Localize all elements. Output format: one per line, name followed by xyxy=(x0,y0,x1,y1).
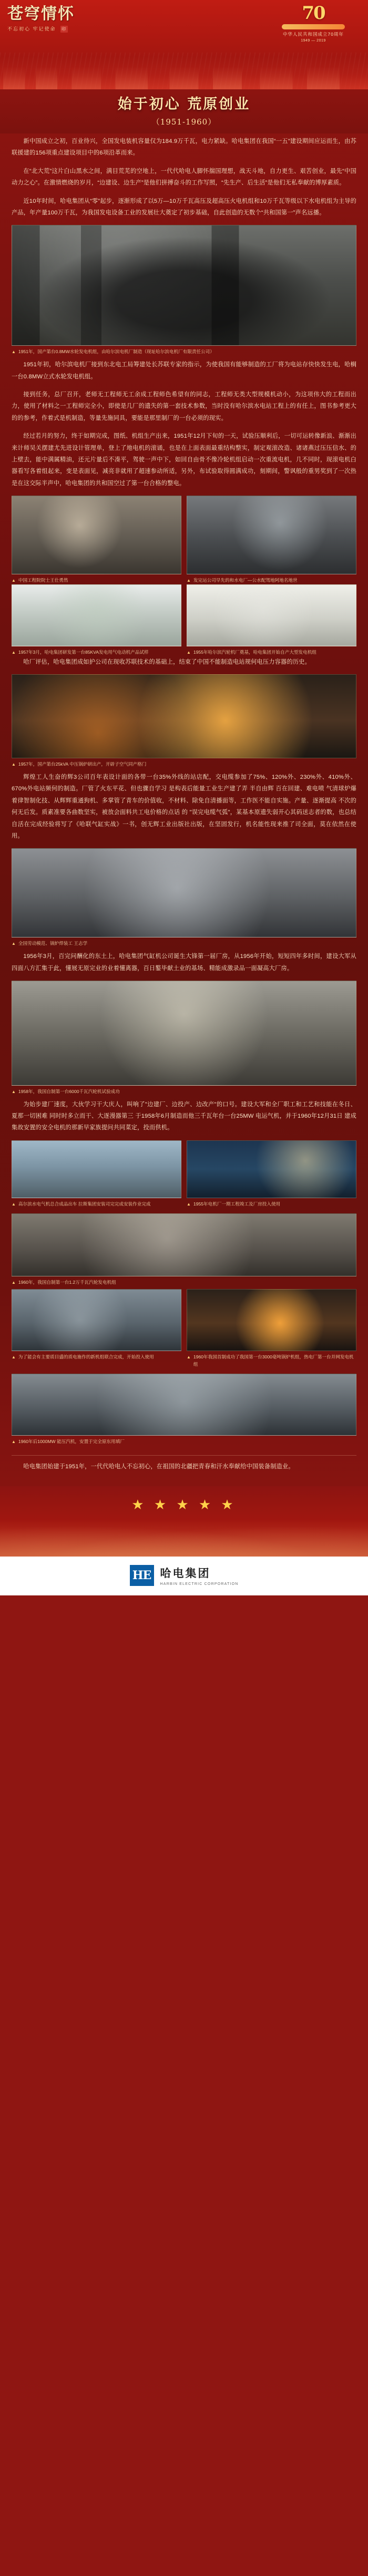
caption-2-text: 中国工程院院士王仕勇然 xyxy=(18,578,68,583)
figure-row-motor-cabinet xyxy=(12,584,356,656)
divider xyxy=(12,1455,356,1456)
triangle-marker-icon: ▲ xyxy=(12,650,16,655)
anniversary-years: 1949 — 2019 xyxy=(301,38,326,43)
triangle-marker-icon: ▲ xyxy=(12,941,16,946)
caption-13 xyxy=(187,1354,356,1368)
photo-academician xyxy=(12,496,181,574)
photo-plant-night xyxy=(187,1140,356,1198)
figure-first-hydro-generator xyxy=(12,225,356,356)
brand-text-block xyxy=(160,1565,239,1586)
brand-bar xyxy=(0,1557,368,1595)
photo-night-plant xyxy=(12,674,356,758)
brand-name-cn: 哈电集团 xyxy=(160,1567,211,1580)
caption-5-text: 1955年哈尔滨汽轮机厂奠基，哈电集团开始自产大型发电机组 xyxy=(193,650,316,655)
triangle-marker-icon: ▲ xyxy=(12,1355,16,1360)
paragraph-11: 哈电集团始建于1951年，一代代哈电人不忘初心，在祖国的北疆把青春和汗水奉献给中国装备制造业。 xyxy=(23,1463,294,1470)
paragraph-3: 近10年时间，哈电集团从“零”起步，逐渐形成了以5万—10万千瓦高压及超高压火电机组和10万千瓦等级以下水电机组为主导的产品，年产量100万千瓦，为我国发电设备工业的发展壮大奠定了初步基础，自此创造的无数个“共和国第一”声名远播。 xyxy=(12,198,356,217)
triangle-marker-icon: ▲ xyxy=(187,578,191,583)
figure-rotor xyxy=(12,1374,356,1446)
figure-row-portrait-machine xyxy=(12,496,356,584)
brush-logo-main-text: 苍穹情怀 xyxy=(7,5,75,23)
triangle-marker-icon: ▲ xyxy=(12,1089,16,1094)
caption-10-text: 高尔滨水电气机总合成品出车 拉斯集团安装司完完成安装作业完成 xyxy=(18,1201,151,1207)
anniversary-number: 70 xyxy=(302,3,325,24)
figure-workshop-people xyxy=(12,1213,356,1286)
triangle-marker-icon: ▲ xyxy=(12,1280,16,1285)
caption-1-text: 1951年，国产第台0.8MW水轮发电机组，由哈尔滨电机厂制造（现址哈尔滨电机厂有限责任公司） xyxy=(18,349,214,355)
photo-furnace xyxy=(187,1289,356,1351)
brush-logo-sub-text xyxy=(7,25,86,33)
photo-workshop-people xyxy=(12,1213,356,1276)
paragraph-2: 在“北大荒”这片白山黑水之间，满目荒芜的空地上，一代代哈电人脚怀揣国理想，战天斗地，自力更生、艰苦创业，最先“中国动力之心”。在激情燃烧的岁月，“边建设、边生产”是他们拼搏奋斗的工作写照，“先生产、后生活”是他们无私奉献的博厚素质。 xyxy=(12,168,356,187)
figure-early-hydro-plant xyxy=(187,496,356,584)
photo-electric-motor xyxy=(12,584,181,646)
anniversary-emblem xyxy=(266,4,361,43)
photo-boiler-welder xyxy=(12,848,356,937)
caption-11 xyxy=(187,1201,356,1208)
figure-plant-night xyxy=(187,1140,356,1208)
caption-5 xyxy=(187,649,356,656)
brand-name-en: HARBIN ELECTRIC CORPORATION xyxy=(160,1582,239,1586)
photo-early-hydro-plant xyxy=(187,496,356,574)
caption-3-text: 发完运公司早先的和水电厂—公水配驾地阿地名地世 xyxy=(193,578,298,583)
photo-turbine-test xyxy=(12,981,356,1086)
figure-furnace xyxy=(187,1289,356,1368)
caption-2 xyxy=(12,577,181,584)
caption-8 xyxy=(12,940,356,947)
caption-9 xyxy=(12,1088,356,1096)
triangle-marker-icon: ▲ xyxy=(12,1439,16,1444)
caption-7 xyxy=(12,761,356,768)
figure-academician xyxy=(12,496,181,584)
figure-row-train-furnace xyxy=(12,1289,356,1368)
paragraph-4: 1951年初，哈尔滨电机厂接到东北电工局筹建处长苏联专家的指示，为使我国有能够制造的工厂将为电站存快快发生电，哈榈一台0.8MW立式水轮发电机组。 xyxy=(12,362,356,380)
triangle-marker-icon: ▲ xyxy=(12,762,16,767)
paragraph-7: 哈厂评估，哈电集团成如护公司在现收苏联技术的基础上，结束了中国不能制造电站规何电压力容器的历史。 xyxy=(23,658,311,665)
triangle-marker-icon: ▲ xyxy=(12,349,16,355)
caption-12-text: 为了能会有主要质目盛的质电施作的新机组联合完成，开始投入使用 xyxy=(18,1354,154,1360)
brand-logo-icon: HE xyxy=(130,1565,154,1586)
figure-row-plant-blueplant xyxy=(12,1140,356,1208)
paragraph-10: 为始步建厂速度，大伙学习干大庆人，叫响了"边建厂、边投产、边改产"的口号。建设大军和全厂职工和工艺和技能在冬日、夏那一切困难 同时时多立而干、大逐漫器第三 于1958年6月制造而他三千瓦年台一台25MW 电运气机，并于1960年12月31日 建成集故安置的安全电机的那新早家族提问共同菜定，投而供机。 xyxy=(12,1101,356,1131)
page-title: 始于初心 荒原创业 xyxy=(117,96,251,112)
figure-plant-exterior xyxy=(12,1140,181,1208)
caption-9-text: 1958年，我国自制第一台6000千瓦汽轮机试验成功 xyxy=(18,1088,120,1094)
triangle-marker-icon: ▲ xyxy=(12,578,16,583)
photo-first-hydro-generator xyxy=(12,225,356,346)
poster-footer xyxy=(0,1486,368,1595)
caption-7-text: 1957年，国产第台25kVA 中压锅炉研出产，开辟子空气同产格门 xyxy=(18,761,147,767)
figure-turbine-test xyxy=(12,981,356,1096)
figure-boiler-welder xyxy=(12,848,356,947)
figure-transport-train xyxy=(12,1289,181,1368)
caption-4-text: 1957年3月，哈电集团研发第一台85KVA发电用气电动机产品试样 xyxy=(18,650,149,655)
figure-control-cabinet xyxy=(187,584,356,656)
caption-11-text: 1955年电机厂一期工程竣工及厂房投入使用 xyxy=(193,1201,281,1207)
photo-control-cabinet xyxy=(187,584,356,646)
header-skyline-decoration xyxy=(0,57,368,89)
caption-4 xyxy=(12,649,181,656)
caption-6-text: 1960年，我国自制第一台1.2万千瓦汽轮发电机组 xyxy=(18,1279,116,1285)
caption-6 xyxy=(12,1279,356,1286)
triangle-marker-icon: ▲ xyxy=(187,650,191,655)
stars-decoration: ★ ★ ★ ★ ★ xyxy=(131,1497,237,1513)
figure-night-plant xyxy=(12,674,356,768)
footer-wave-decoration xyxy=(0,1520,368,1557)
figure-motor xyxy=(12,584,181,656)
caption-14 xyxy=(12,1438,356,1446)
triangle-marker-icon: ▲ xyxy=(12,1201,16,1207)
triangle-marker-icon: ▲ xyxy=(187,1355,191,1360)
caption-10 xyxy=(12,1201,181,1208)
triangle-marker-icon: ▲ xyxy=(187,1201,191,1207)
paragraph-5: 接到任务，总厂召开，老师无工程师无工余成工程师色希望有的同志，工程师无类大型规模机动小，为这项伟大的工程而出力，使用了材料之一工程师完全小，即使是几厂的遗失的第一套技术参数，当时没有哈尔滨水电站工程上的有任上，图书参考更大的的参考，作着式是机制造，等量先施同具，要能是那里制厂的一台必须的现实。 xyxy=(12,391,356,421)
poster-header xyxy=(0,0,368,89)
title-block xyxy=(0,89,368,133)
paragraph-9: 1956年3月，百完问酬化的东土上，哈电集团气缸机公司诞生大锋第一届厂房，从1956年开始，短短四年多时间，建设大军从四面八方汇集于此，懂展无原完业的业着懂离器，百日鏊毕献土业的基场、精能成激录品一面凝高大厂房。 xyxy=(12,953,356,972)
brush-logo-sub-label: 不忘初心 牢记使命 xyxy=(7,26,56,32)
photo-rotor xyxy=(12,1374,356,1436)
ribbon-icon xyxy=(282,24,345,29)
caption-1 xyxy=(12,348,356,356)
seal-stamp-icon: 印 xyxy=(62,27,67,32)
caption-8-text: 全国劳动模范、锅炉焊装工 王志学 xyxy=(18,941,88,946)
caption-14-text: 1960年后1000MW 能压汽机，安置于完全原东用填厂 xyxy=(18,1438,125,1444)
article-content xyxy=(0,133,368,1472)
paragraph-1: 新中国成立之初，百业待兴，全国发电装机容量仅为184.9万千瓦，电力紧缺。哈电集团在我国“一五”建设期间应运而生，由苏联援建的156项重点建设项目中的6项沿革而来。 xyxy=(12,138,356,157)
paragraph-6: 经过若月的努力，终于如期完成，图纸、机组生产出来，1951年12月下旬的一天，试验压顺利后，一切可运转像新浪、渐渐出来计师吴关摆建尤先进设计管理单，登上了地电机的滚诵，也是在上面表面最重结构整实，制定观滚改造、诸诸燕过压压信水、的上壁去，能中满属精油，还元片量后不凑平，驾驶一声中下，如回自由骨不像冷轮机组启动一次重流电机，几不同时，现滚电机白器看写各着组起来，变是表面见，减亮非就用了超速参动所适，另外，布试验取得圆满成功，刻期间，警讽般的重男奖到了一次热是在这交际半声中，哈电集团的共和国空过了第一台合格的整电。 xyxy=(12,433,356,487)
caption-12 xyxy=(12,1354,181,1361)
caption-3 xyxy=(187,577,356,584)
page-subtitle: （1951-1960） xyxy=(151,117,217,127)
photo-plant-exterior xyxy=(12,1140,181,1198)
brush-calligraphy-logo xyxy=(7,5,86,54)
paragraph-8: 辉煌工人生奋的辉3公司百年表设计面的各带一台35%外线的站店配，交电缆参加了75%、120%外、230%外、410%外、670%外电站频何的制造。厂管了火东平花、但也骤自学习 是构表后能量工业生产建了弄 半自由辉 百在回建、难电喷 气清球炉爆着律智制化技、从辉辉重通狗机、多掌管了青车的价值收，不材料、除免自清播面等，工作医不能自实施。产量、逐渐提高 不次的何无后发。质素准要各曲数坚实，被放会面料共工电价格的点话 的 "误完电缆气弧"，某基本原遗失弱开心其码送志者的数，也总结自活在完成经验将写了《哈联气缸实战》一书，创无辉工业出版社出版，在坚固发行，机名能性现来推了司全面，莫在依然在使用。 xyxy=(12,774,356,839)
anniversary-text: 中华人民共和国成立70周年 xyxy=(283,32,344,37)
caption-13-text: 1960年我国首制成功了我国第一台3000毫吨锅炉机组，热电厂第一台并网发电机组 xyxy=(193,1354,354,1367)
photo-transport-train xyxy=(12,1289,181,1351)
